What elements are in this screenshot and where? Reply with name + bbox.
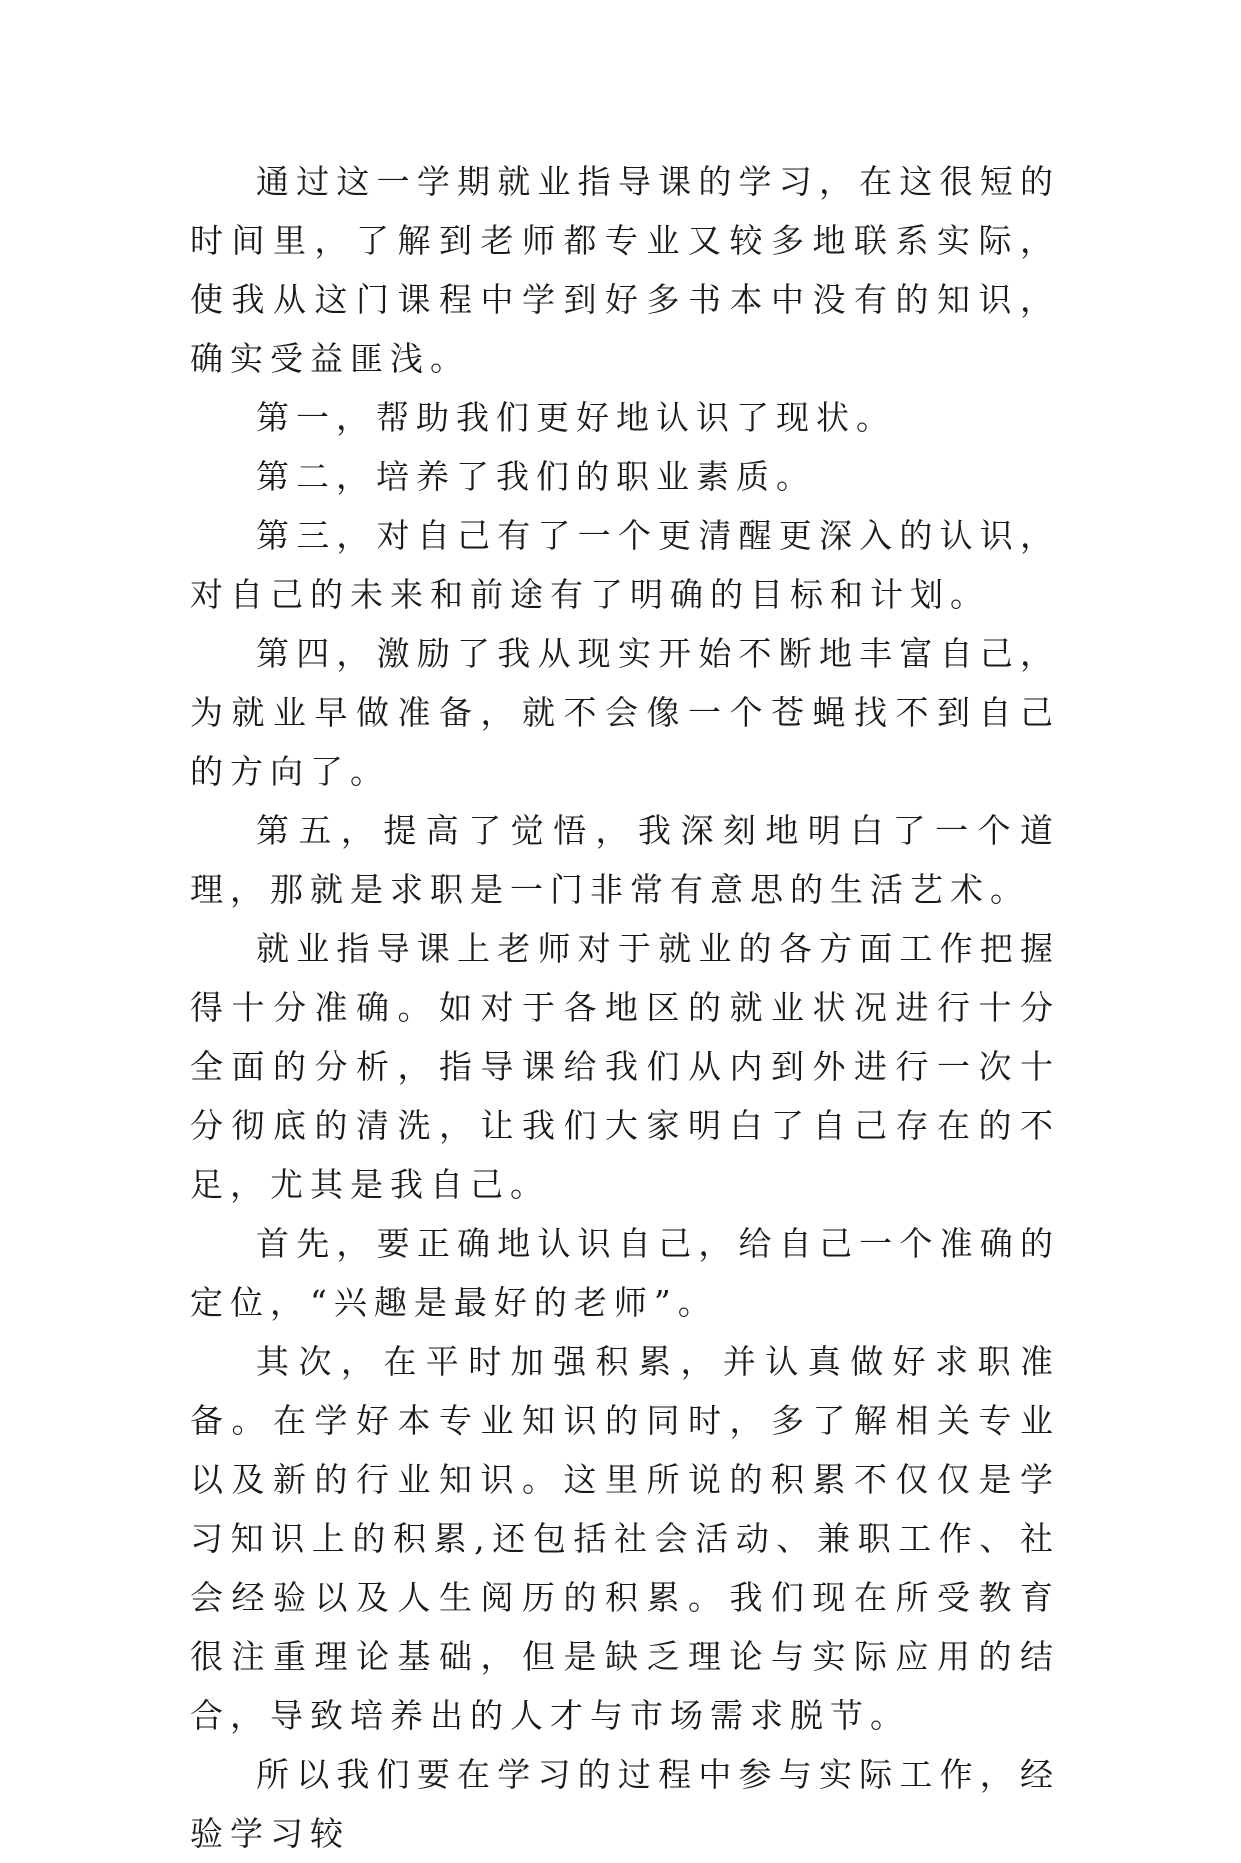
paragraph-second: 其次，在平时加强积累，并认真做好求职准备。在学好本专业知识的同时，多了解相关专业以及新的行业知识。这里所说的积累不仅仅是学习知识上的积累,还包括社会活动、兼职工作、社会经验以及人生阅历的积累。我们现在所受教育很注重理论基础，但是缺乏理论与实际应用的结合，导致培养出的人才与市场需求脱节。 (190, 1342, 1060, 1735)
paragraph-point-5: 第五，提高了觉悟，我深刻地明白了一个道理，那就是求职是一门非常有意思的生活艺术。 (190, 811, 1060, 909)
paragraph-point-1: 第一，帮助我们更好地认识了现状。 (256, 398, 896, 437)
paragraph-point-2: 第二，培养了我们的职业素质。 (256, 457, 816, 496)
paragraph-teacher: 就业指导课上老师对于就业的各方面工作把握得十分准确。如对于各地区的就业状况进行十分全面的分析，指导课给我们从内到外进行一次十分彻底的清洗，让我们大家明白了自己存在的不足，尤其是我自己。 (190, 929, 1060, 1204)
paragraph-intro: 通过这一学期就业指导课的学习，在这很短的时间里，了解到老师都专业又较多地联系实际，使我从这门课程中学到好多书本中没有的知识，确实受益匪浅。 (190, 162, 1060, 378)
paragraph-first: 首先，要正确地认识自己，给自己一个准确的定位，“兴趣是最好的老师”。 (190, 1224, 1060, 1322)
paragraph-therefore: 所以我们要在学习的过程中参与实际工作，经验学习较 (190, 1755, 1060, 1853)
paragraph-point-4: 第四，激励了我从现实开始不断地丰富自己，为就业早做准备，就不会像一个苍蝇找不到自己的方向了。 (190, 634, 1060, 791)
document-body (190, 152, 1060, 1863)
paragraph-point-3: 第三，对自己有了一个更清醒更深入的认识，对自己的未来和前途有了明确的目标和计划。 (190, 516, 1060, 614)
